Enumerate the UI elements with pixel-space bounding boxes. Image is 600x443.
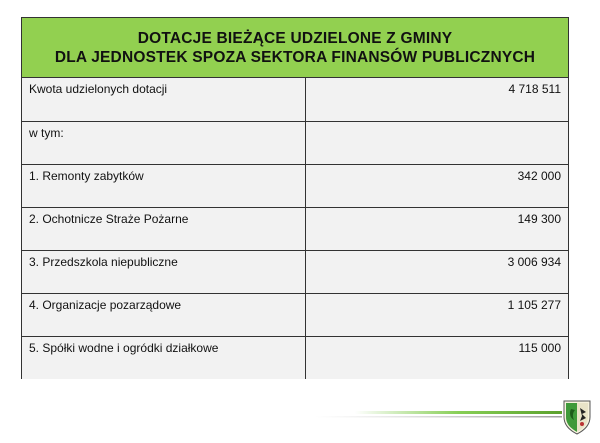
row-value: 1 105 277 [305,293,568,336]
header-title-line1: DOTACJE BIEŻĄCE UDZIELONE Z GMINY [137,29,453,47]
table-row [22,250,568,293]
municipal-coat-of-arms-icon [562,399,592,435]
table-header [22,18,568,78]
table-row [22,207,568,250]
row-value [305,121,568,164]
donations-table [22,78,568,379]
row-value: 149 300 [305,207,568,250]
row-value: 115 000 [305,336,568,379]
row-label: 5. Spółki wodne i ogródki działkowe [22,336,305,379]
row-label: 2. Ochotnicze Straże Pożarne [22,207,305,250]
row-label: Kwota udzielonych dotacji [22,78,305,121]
row-value: 342 000 [305,164,568,207]
row-value: 4 718 511 [305,78,568,121]
table-row [22,293,568,336]
table-row [22,336,568,379]
header-title-line2: DLA JEDNOSTEK SPOZA SEKTORA FINANSÓW PUBLICZNYCH [54,48,536,66]
row-value: 3 006 934 [305,250,568,293]
donations-table-card [21,17,569,379]
table-row [22,78,568,121]
row-label: w tym: [22,121,305,164]
row-label: 4. Organizacje pozarządowe [22,293,305,336]
row-label: 1. Remonty zabytków [22,164,305,207]
footer-decorative-lines [315,409,562,421]
table-row [22,121,568,164]
table-row [22,164,568,207]
row-label: 3. Przedszkola niepubliczne [22,250,305,293]
